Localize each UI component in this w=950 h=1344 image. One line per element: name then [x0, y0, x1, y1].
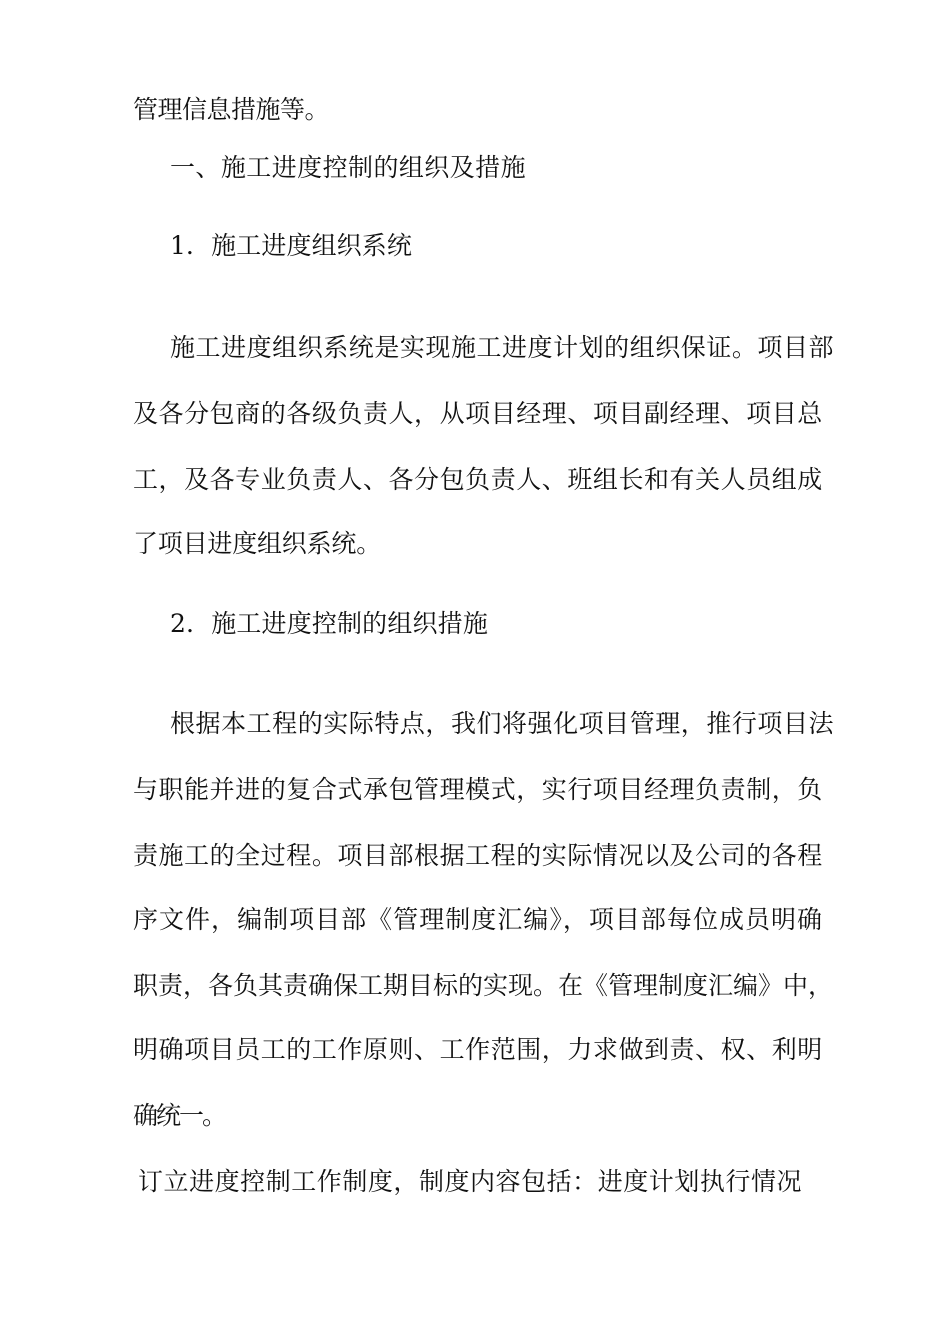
section-heading: 一、施工进度控制的组织及措施	[170, 153, 527, 182]
paragraph-line: 明确项目员工的工作原则、工作范围，力求做到责、权、利明	[133, 1035, 823, 1064]
text-line: 管理信息措施等。	[133, 95, 330, 124]
subsection-heading: 1．施工进度组织系统	[170, 231, 413, 260]
paragraph-line: 职责，各负其责确保工期目标的实现。在《管理制度汇编》中，	[133, 971, 834, 1000]
paragraph-line: 了项目进度组织系统。	[133, 529, 382, 558]
paragraph-line: 与职能并进的复合式承包管理模式，实行项目经理负责制，负	[133, 775, 823, 804]
paragraph-line: 工，及各专业负责人、各分包负责人、班组长和有关人员组成	[133, 465, 823, 494]
paragraph-line: 根据本工程的实际特点，我们将强化项目管理，推行项目法	[170, 709, 835, 738]
paragraph-line: 及各分包商的各级负责人，从项目经理、项目副经理、项目总	[133, 399, 823, 428]
paragraph-line: 订立进度控制工作制度，制度内容包括：进度计划执行情况	[138, 1167, 803, 1196]
paragraph-line: 责施工的全过程。项目部根据工程的实际情况以及公司的各程	[133, 841, 823, 870]
paragraph-line: 序文件，编制项目部《管理制度汇编》，项目部每位成员明确	[133, 905, 824, 934]
paragraph-line: 施工进度组织系统是实现施工进度计划的组织保证。项目部	[170, 333, 835, 362]
paragraph-line: 确统一。	[133, 1101, 226, 1130]
subsection-heading: 2．施工进度控制的组织措施	[170, 609, 488, 638]
